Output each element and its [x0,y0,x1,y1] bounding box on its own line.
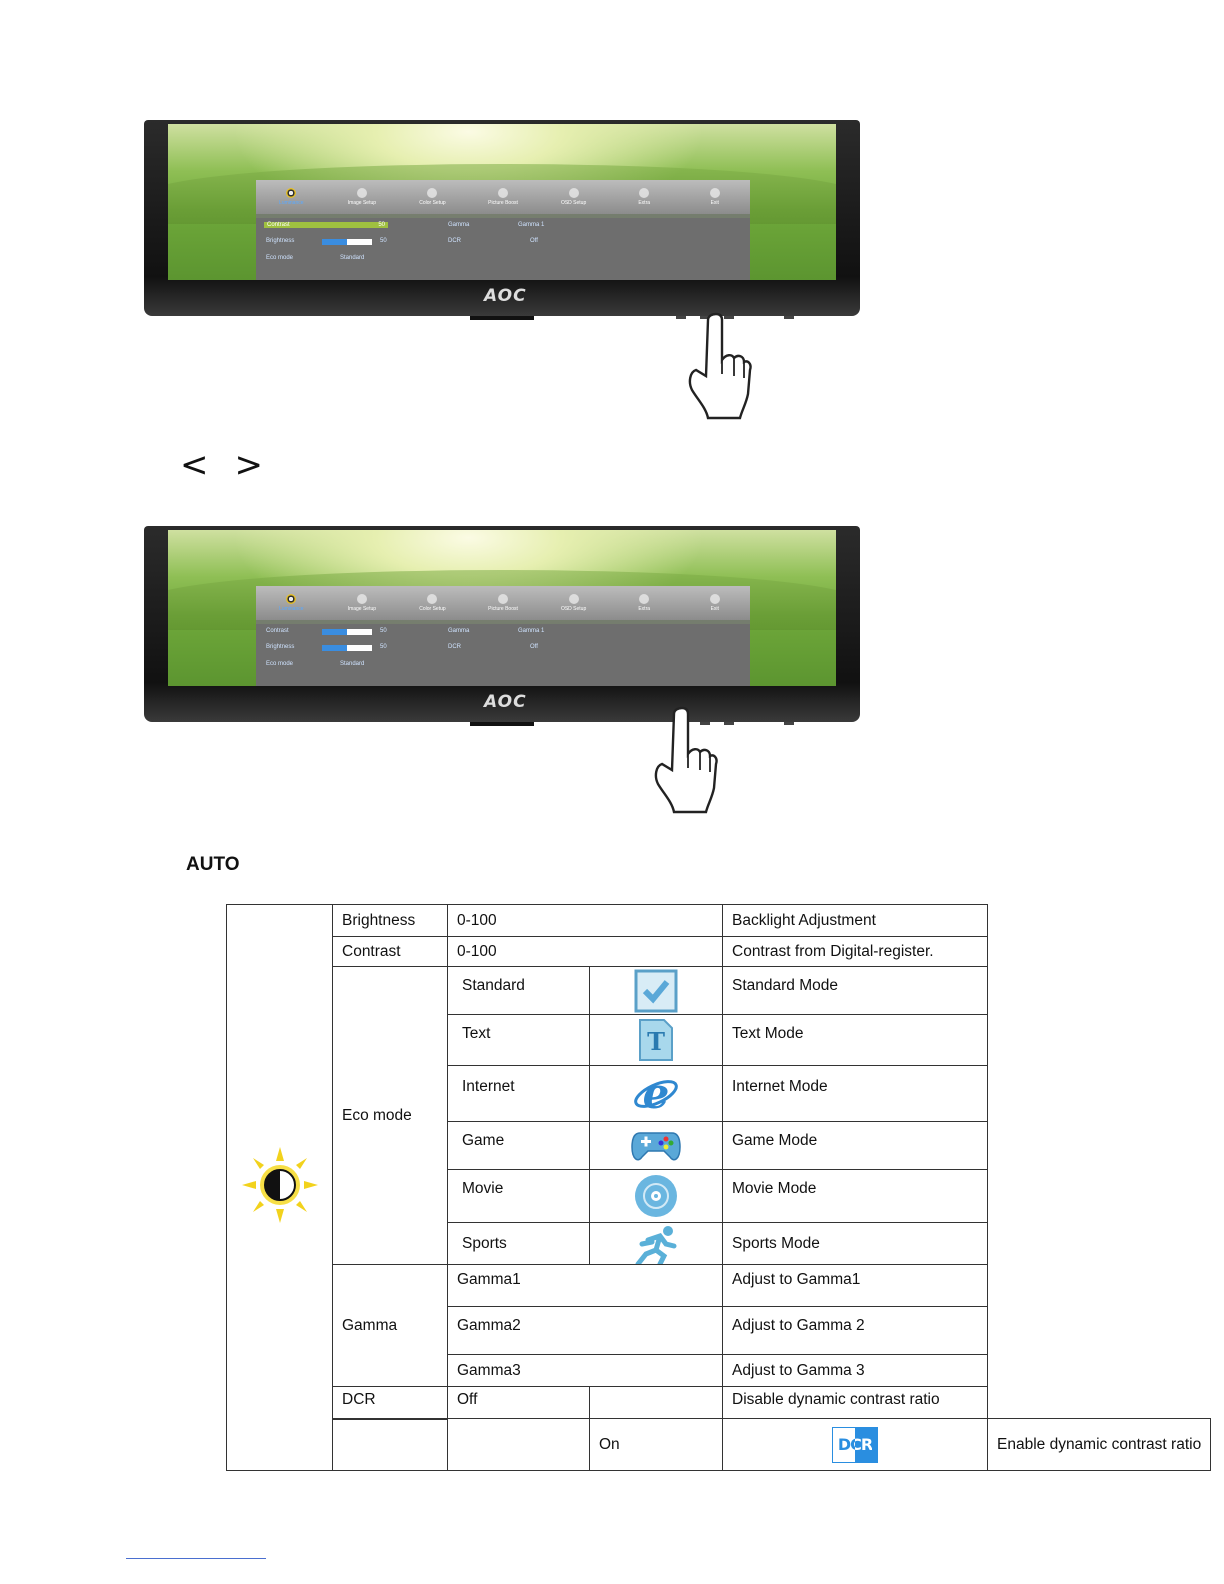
right-arrow-icon: > [234,445,263,485]
osd-gamma-label: Gamma [448,628,470,634]
checkmark-icon [634,969,678,1013]
extra-icon [639,188,649,198]
osd-dcr-value[interactable]: Off [530,644,538,650]
eco-mode-name: Text [448,1015,590,1066]
osd-eco-label: Eco mode [266,255,294,261]
picture-boost-icon [498,594,508,604]
monitor-stand [470,722,534,726]
osd-gamma-value[interactable]: Gamma 1 [518,628,545,634]
aoc-logo: AOC [484,286,527,306]
dcr-icon-cell [723,1419,988,1471]
osd-brightness-label: Brightness [266,644,295,650]
osd-tab-exit[interactable]: Exit [679,180,750,214]
contrast-range: 0-100 [448,937,723,967]
gamma-desc: Adjust to Gamma 2 [723,1307,988,1355]
monitor-bezel [144,120,860,316]
osd-tab-osd-setup[interactable]: OSD Setup [538,180,609,214]
osd-tab-color-setup[interactable]: Color Setup [397,180,468,214]
brightness-range: 0-100 [448,905,723,937]
osd-eco-value[interactable]: Standard [340,255,365,261]
luminance-icon-cell [227,905,333,1471]
osd-tab-color-setup[interactable]: Color Setup [397,586,468,620]
eco-icon-cell [590,1015,723,1066]
luminance-sun-icon [240,1145,320,1225]
pointing-hand-icon [686,310,756,420]
dcr-icon: DCR [832,1427,878,1463]
contrast-label: Contrast [333,937,448,967]
brightness-desc: Backlight Adjustment [723,905,988,937]
eco-mode-desc: Sports Mode [723,1223,988,1265]
monitor-bezel [144,526,860,722]
osd-brightness-bar[interactable] [322,645,372,651]
table-row [227,1387,1211,1419]
dcr-desc: Enable dynamic contrast ratio [988,1419,1211,1471]
osd-brightness-value: 50 [380,238,387,244]
osd-dcr-value[interactable]: Off [530,238,538,244]
text-document-icon [638,1018,674,1062]
pointing-hand-icon [652,704,722,814]
eco-mode-name: Game [448,1122,590,1170]
osd-brightness-bar[interactable] [322,239,372,245]
eco-mode-desc: Standard Mode [723,967,988,1015]
osd-setup-icon [569,594,579,604]
svg-text:e: e [642,1069,670,1118]
osd-dcr-label: DCR [448,238,461,244]
osd-tab-picture-boost[interactable]: Picture Boost [468,586,539,620]
color-setup-icon [427,188,437,198]
monitor-figure-1 [130,118,870,443]
osd-contrast-bar[interactable] [322,629,372,635]
disc-icon [633,1173,679,1219]
osd-tab-exit[interactable]: Exit [679,586,750,620]
osd-dcr-label: DCR [448,644,461,650]
osd-contrast-value: 50 [380,628,387,634]
eco-mode-name: Internet [448,1066,590,1122]
osd-gamma-value[interactable]: Gamma 1 [518,222,545,228]
osd-tab-luminance[interactable]: Luminance [256,586,327,620]
gamepad-icon [630,1125,682,1167]
extra-icon [639,594,649,604]
luminance-icon [286,188,296,198]
contrast-desc: Contrast from Digital-register. [723,937,988,967]
monitor-stand [470,316,534,320]
monitor-button[interactable] [784,316,794,319]
eco-mode-name: Movie [448,1170,590,1223]
osd-tab-extra[interactable]: Extra [609,180,680,214]
eco-mode-desc: Text Mode [723,1015,988,1066]
osd-menu [256,586,750,686]
osd-tab-image-setup[interactable]: Image Setup [327,586,398,620]
picture-boost-icon [498,188,508,198]
osd-eco-value[interactable]: Standard [340,661,365,667]
dcr-desc: Disable dynamic contrast ratio [723,1387,988,1419]
exit-icon [710,188,720,198]
gamma-option: Gamma2 [448,1307,723,1355]
eco-icon-cell [590,1122,723,1170]
osd-brightness-label: Brightness [266,238,295,244]
osd-contrast-row[interactable]: Contrast 50 [264,222,388,228]
internet-explorer-icon [632,1070,680,1118]
osd-contrast-label: Contrast [266,628,289,634]
eco-mode-desc: Movie Mode [723,1170,988,1223]
osd-gamma-label: Gamma [448,222,470,228]
monitor-screen [168,530,836,686]
eco-mode-desc: Game Mode [723,1122,988,1170]
dcr-option: Off [448,1387,590,1419]
brightness-label: Brightness [333,905,448,937]
osd-tab-osd-setup[interactable]: OSD Setup [538,586,609,620]
monitor-figure-2 [130,524,870,849]
osd-tab-image-setup[interactable]: Image Setup [327,180,398,214]
eco-mode-name: Sports [448,1223,590,1265]
monitor-button[interactable] [724,722,734,725]
eco-mode-label: Eco mode [333,967,448,1265]
gamma-option: Gamma1 [448,1265,723,1307]
table-row [227,937,1211,967]
monitor-button[interactable] [676,316,686,319]
section-title: AUTO [186,854,240,875]
gamma-label: Gamma [333,1265,448,1387]
eco-icon-cell [590,1170,723,1223]
aoc-logo: AOC [484,692,527,712]
osd-setup-icon [569,188,579,198]
osd-brightness-value: 50 [380,644,387,650]
monitor-button[interactable] [784,722,794,725]
luminance-icon [286,594,296,604]
osd-tab-extra[interactable]: Extra [609,586,680,620]
table-row [227,1265,1211,1307]
eco-mode-name: Standard [448,967,590,1015]
exit-icon [710,594,720,604]
gamma-desc: Adjust to Gamma1 [723,1265,988,1307]
table-row [227,1419,1211,1471]
image-setup-icon [357,188,367,198]
runner-icon [630,1224,682,1264]
osd-tab-picture-boost[interactable]: Picture Boost [468,180,539,214]
color-setup-icon [427,594,437,604]
dcr-label: DCR [333,1387,448,1419]
navigation-arrows [180,445,263,485]
table-row [227,967,1211,1015]
gamma-option: Gamma3 [448,1355,723,1387]
eco-mode-desc: Internet Mode [723,1066,988,1122]
image-setup-icon [357,594,367,604]
monitor-screen [168,124,836,280]
left-arrow-icon: < [180,445,209,485]
osd-menu [256,180,750,280]
eco-icon-cell [590,967,723,1015]
gamma-desc: Adjust to Gamma 3 [723,1355,988,1387]
eco-icon-cell [590,1223,723,1265]
dcr-option: On [590,1419,723,1471]
luminance-spec-table [226,904,1211,1471]
osd-eco-label: Eco mode [266,661,294,667]
osd-tab-luminance[interactable]: Luminance [256,180,327,214]
table-row [227,905,1211,937]
eco-icon-cell [590,1066,723,1122]
footnote-rule [126,1558,266,1559]
svg-text:T: T [647,1027,665,1056]
